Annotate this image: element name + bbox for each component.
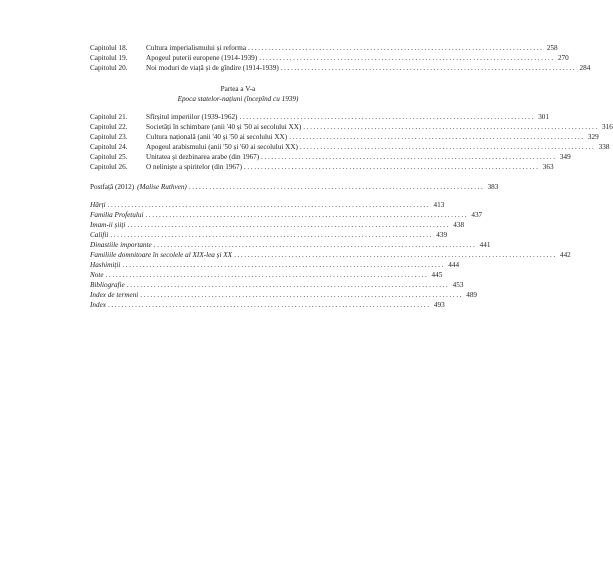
- leader-dots: ...............................................................................................: [153, 241, 477, 249]
- toc-entry: [90, 153, 571, 162]
- toc-entry-postface: [90, 183, 499, 192]
- leader-dots: ...............................................................................................: [122, 261, 446, 269]
- leader-dots: ...............................................................................................: [145, 211, 469, 219]
- page-number: 258: [546, 44, 558, 52]
- chapter-title: Apogeul puterii europene (1914-1939): [146, 54, 258, 62]
- appendix-title: Index de termeni: [90, 291, 139, 299]
- page-number: 284: [579, 64, 591, 72]
- toc-entry-appendix: [90, 201, 445, 210]
- leader-dots: .......................................................................................: [261, 153, 557, 161]
- chapter-number: Capitolul 20.: [90, 64, 128, 72]
- part-heading: Partea a V-a: [220, 85, 256, 93]
- appendix-title: Note: [90, 271, 104, 279]
- toc-entry-appendix: [90, 221, 465, 230]
- page-number: 363: [542, 163, 554, 171]
- page-number: 438: [453, 221, 465, 229]
- chapter-number: Capitolul 24.: [90, 143, 128, 151]
- appendix-title: Bibliografie: [90, 281, 125, 289]
- leader-dots: ...............................................................................................: [110, 231, 434, 239]
- chapter-title: Cultura națională (anii '40 și '50 ai secolului XX): [146, 133, 288, 141]
- toc-entry: [90, 113, 549, 122]
- leader-dots: ...............................................................................................: [127, 221, 451, 229]
- chapter-number: Capitolul 21.: [90, 113, 128, 121]
- leader-dots: ...............................................................................................: [107, 201, 431, 209]
- leader-dots: .......................................................................................: [299, 143, 596, 151]
- postface-title: Postfață (2012): [90, 183, 135, 191]
- appendix-title: Hărți: [90, 201, 106, 209]
- leader-dots: .......................................................................................: [248, 44, 544, 52]
- chapter-number: Capitolul 26.: [90, 163, 128, 171]
- chapter-title: Noi moduri de viață și de gîndire (1914-1939): [146, 64, 279, 72]
- leader-dots: .......................................................................................: [303, 123, 599, 131]
- chapter-title: Societăți în schimbare (anii '40 și '50 ai secolului XX): [146, 123, 302, 131]
- toc-entry: [90, 44, 558, 53]
- chapter-number: Capitolul 19.: [90, 54, 128, 62]
- toc-entry-appendix: [90, 291, 477, 300]
- toc-entry-appendix: [90, 231, 448, 240]
- leader-dots: .......................................................................................: [280, 64, 577, 72]
- page-number: 413: [433, 201, 445, 209]
- page-number: 453: [452, 281, 464, 289]
- page-number: 329: [587, 133, 599, 141]
- leader-dots: ...............................................................................................: [105, 271, 429, 279]
- leader-dots: ...............................................................................................: [234, 251, 557, 259]
- toc-entry: [90, 133, 599, 142]
- page-number: 493: [433, 301, 445, 309]
- leader-dots: ...............................................................................................: [126, 281, 450, 289]
- page-number: 338: [598, 143, 610, 151]
- leader-dots: .......................................................................................: [289, 133, 585, 141]
- chapter-title: Sfîrșitul imperiilor (1939-1962): [146, 113, 238, 121]
- leader-dots: .......................................................................................: [259, 54, 555, 62]
- chapter-number: Capitolul 23.: [90, 133, 128, 141]
- toc-entry: [90, 163, 554, 172]
- leader-dots: .......................................................................................: [244, 163, 540, 171]
- leader-dots: .......................................................................................: [239, 113, 535, 121]
- page-number: 489: [466, 291, 477, 299]
- toc-entry: [90, 143, 610, 152]
- chapter-number: Capitolul 18.: [90, 44, 128, 52]
- chapter-title: O neliniște a spiritelor (din 1967): [146, 163, 243, 171]
- page-number: 316: [602, 123, 613, 131]
- page-number: 383: [487, 183, 499, 191]
- postface-author: (Malise Ruthven): [137, 183, 187, 191]
- chapter-number: Capitolul 25.: [90, 153, 128, 161]
- page-number: 437: [471, 211, 483, 219]
- page-number: 445: [431, 271, 443, 279]
- part-subtitle: Epoca statelor-națiuni (începînd cu 1939): [177, 95, 299, 103]
- chapter-number: Capitolul 22.: [90, 123, 128, 131]
- toc-entry: [90, 64, 591, 73]
- toc-entry: [90, 54, 569, 63]
- page-number: 349: [559, 153, 571, 161]
- appendix-title: Califii: [90, 231, 109, 239]
- toc-entry-appendix: [90, 261, 460, 270]
- appendix-title: Imam-ii șiiți: [90, 221, 126, 229]
- leader-dots: .......................................................................................: [188, 183, 485, 191]
- page-number: 270: [557, 54, 569, 62]
- page-number: 441: [479, 241, 491, 249]
- appendix-title: Familiile domnitoare în secolele al XIX-lea și XX: [90, 251, 233, 259]
- chapter-title: Apogeul arabismului (anii '50 și '60 ai secolului XX): [146, 143, 298, 151]
- toc-entry-appendix: [90, 301, 445, 310]
- page-number: 439: [436, 231, 448, 239]
- leader-dots: ...............................................................................................: [140, 291, 463, 299]
- appendix-title: Dinastiile importante: [90, 241, 152, 249]
- toc-entry-appendix: [90, 281, 464, 290]
- toc-entry-appendix: [90, 271, 443, 280]
- chapter-title: Cultura imperialismului și reforma: [146, 44, 247, 52]
- appendix-title: Index: [90, 301, 106, 309]
- page-number: 444: [448, 261, 460, 269]
- appendix-title: Familia Profetului: [90, 211, 144, 219]
- appendix-title: Hashimiții: [90, 261, 121, 269]
- toc-entry-appendix: [90, 251, 571, 260]
- page-number: 301: [538, 113, 549, 121]
- toc-entry-appendix: [90, 211, 483, 220]
- toc-entry-appendix: [90, 241, 491, 250]
- page-number: 442: [559, 251, 571, 259]
- toc-entry: [90, 123, 613, 132]
- leader-dots: ...............................................................................................: [107, 301, 431, 309]
- chapter-title: Unitatea și dezbinarea arabe (din 1967): [146, 153, 260, 161]
